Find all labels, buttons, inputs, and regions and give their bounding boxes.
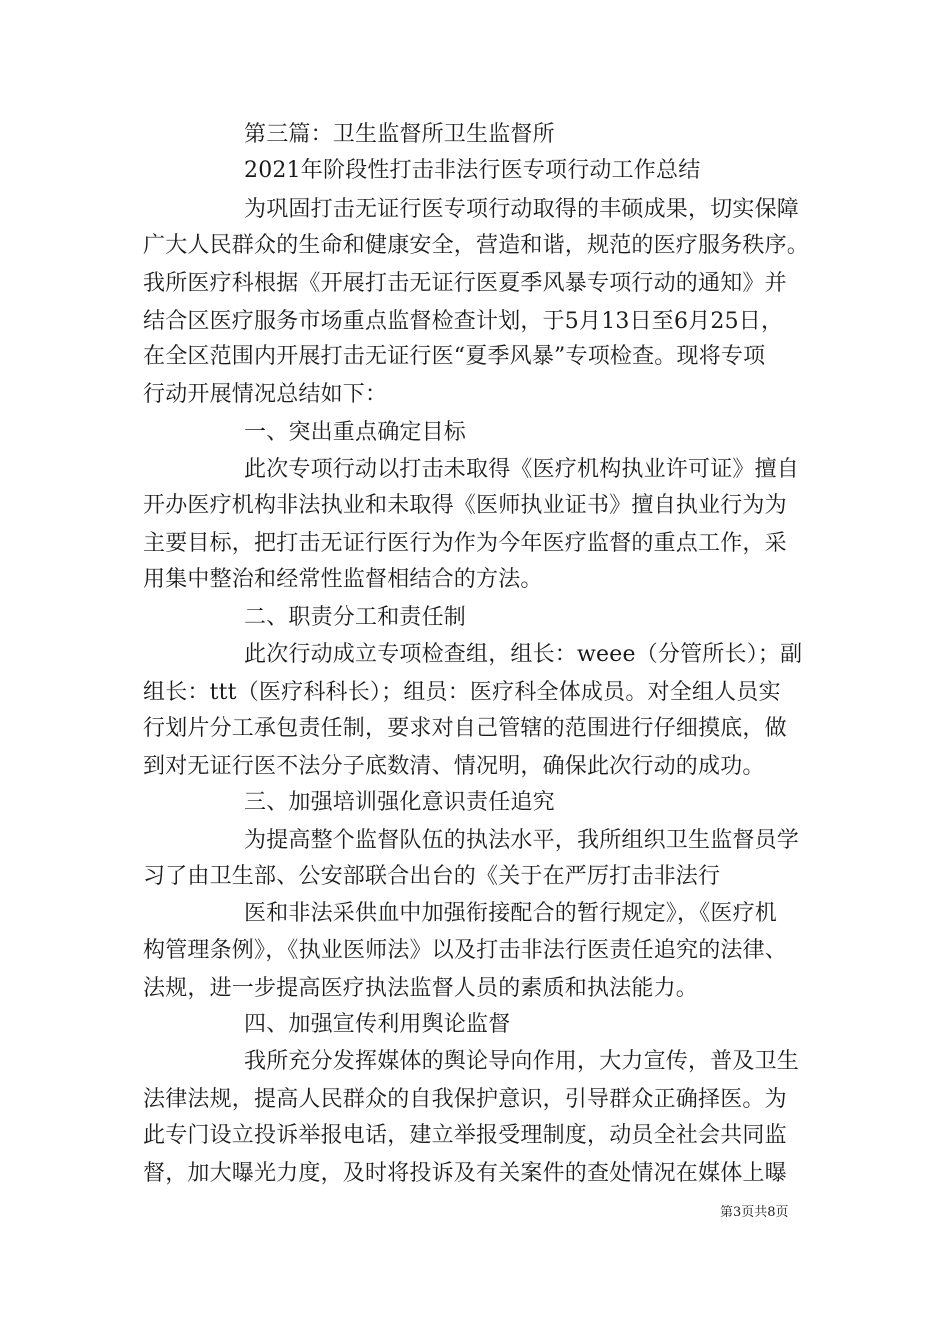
paragraph-line: 主要目标，把打击无证行医行为作为今年医疗监督的重点工作，采 [143, 531, 787, 556]
paragraph-line: 在全区范围内开展打击无证行医“夏季风暴”专项检查。现将专项 [143, 344, 766, 369]
paragraph-line: 此次行动成立专项检查组，组长：weee（分管所长）；副 [244, 642, 803, 667]
document-title: 第三篇：卫生监督所卫生监督所 [244, 122, 555, 147]
paragraph-line: 我所医疗科根据《开展打击无证行医夏季风暴专项行动的通知》并 [143, 271, 787, 296]
paragraph-line: 法律法规，提高人民群众的自我保护意识，引导群众正确择医。为 [143, 1087, 787, 1112]
paragraph-line: 习了由卫生部、公安部联合出台的《关于在严厉打击非法行 [143, 864, 721, 889]
paragraph-line: 广大人民群众的生命和健康安全，营造和谐，规范的医疗服务秩序。 [143, 233, 810, 258]
paragraph-line: 督，加大曝光力度，及时将投诉及有关案件的查处情况在媒体上曝 [143, 1161, 787, 1186]
paragraph-line: 医和非法采供血中加强衔接配合的暂行规定》，《医疗机 [244, 901, 778, 926]
paragraph-line: 行动开展情况总结如下： [143, 382, 388, 407]
page-number: 第3页共8页 [720, 1205, 789, 1220]
paragraph-line: 结合区医疗服务市场重点监督检查计划，于5月13日至6月25日， [143, 309, 784, 334]
section-heading: 三、加强培训强化意识责任追究 [244, 790, 555, 815]
section-heading: 二、职责分工和责任制 [244, 605, 467, 630]
paragraph-line: 构管理条例》，《执业医师法》以及打击非法行医责任追究的法律、 [143, 938, 788, 963]
paragraph-line: 用集中整治和经常性监督相结合的方法。 [143, 567, 543, 592]
paragraph-line: 到对无证行医不法分子底数清、情况明，确保此次行动的成功。 [143, 754, 765, 779]
section-heading: 四、加强宣传利用舆论监督 [244, 1012, 511, 1037]
document-subtitle: 2021年阶段性打击非法行医专项行动工作总结 [244, 158, 701, 183]
section-heading: 一、突出重点确定目标 [244, 420, 467, 445]
paragraph-line: 行划片分工承包责任制，要求对自己管辖的范围进行仔细摸底，做 [143, 716, 787, 741]
paragraph-line: 我所充分发挥媒体的舆论导向作用，大力宣传，普及卫生 [244, 1049, 800, 1074]
paragraph-line: 此专门设立投诉举报电话，建立举报受理制度，动员全社会共同监 [143, 1123, 787, 1148]
paragraph-line: 法规，进一步提高医疗执法监督人员的素质和执法能力。 [143, 976, 699, 1001]
paragraph-line: 开办医疗机构非法执业和未取得《医师执业证书》擅自执业行为为 [143, 493, 787, 518]
paragraph-line: 此次专项行动以打击未取得《医疗机构执业许可证》擅自 [244, 457, 800, 482]
paragraph-line: 为巩固打击无证行医专项行动取得的丰硕成果，切实保障 [244, 197, 800, 222]
paragraph-line: 为提高整个监督队伍的执法水平，我所组织卫生监督员学 [244, 828, 800, 853]
paragraph-line: 组长：ttt（医疗科科长）；组员：医疗科全体成员。对全组人员实 [143, 680, 781, 705]
